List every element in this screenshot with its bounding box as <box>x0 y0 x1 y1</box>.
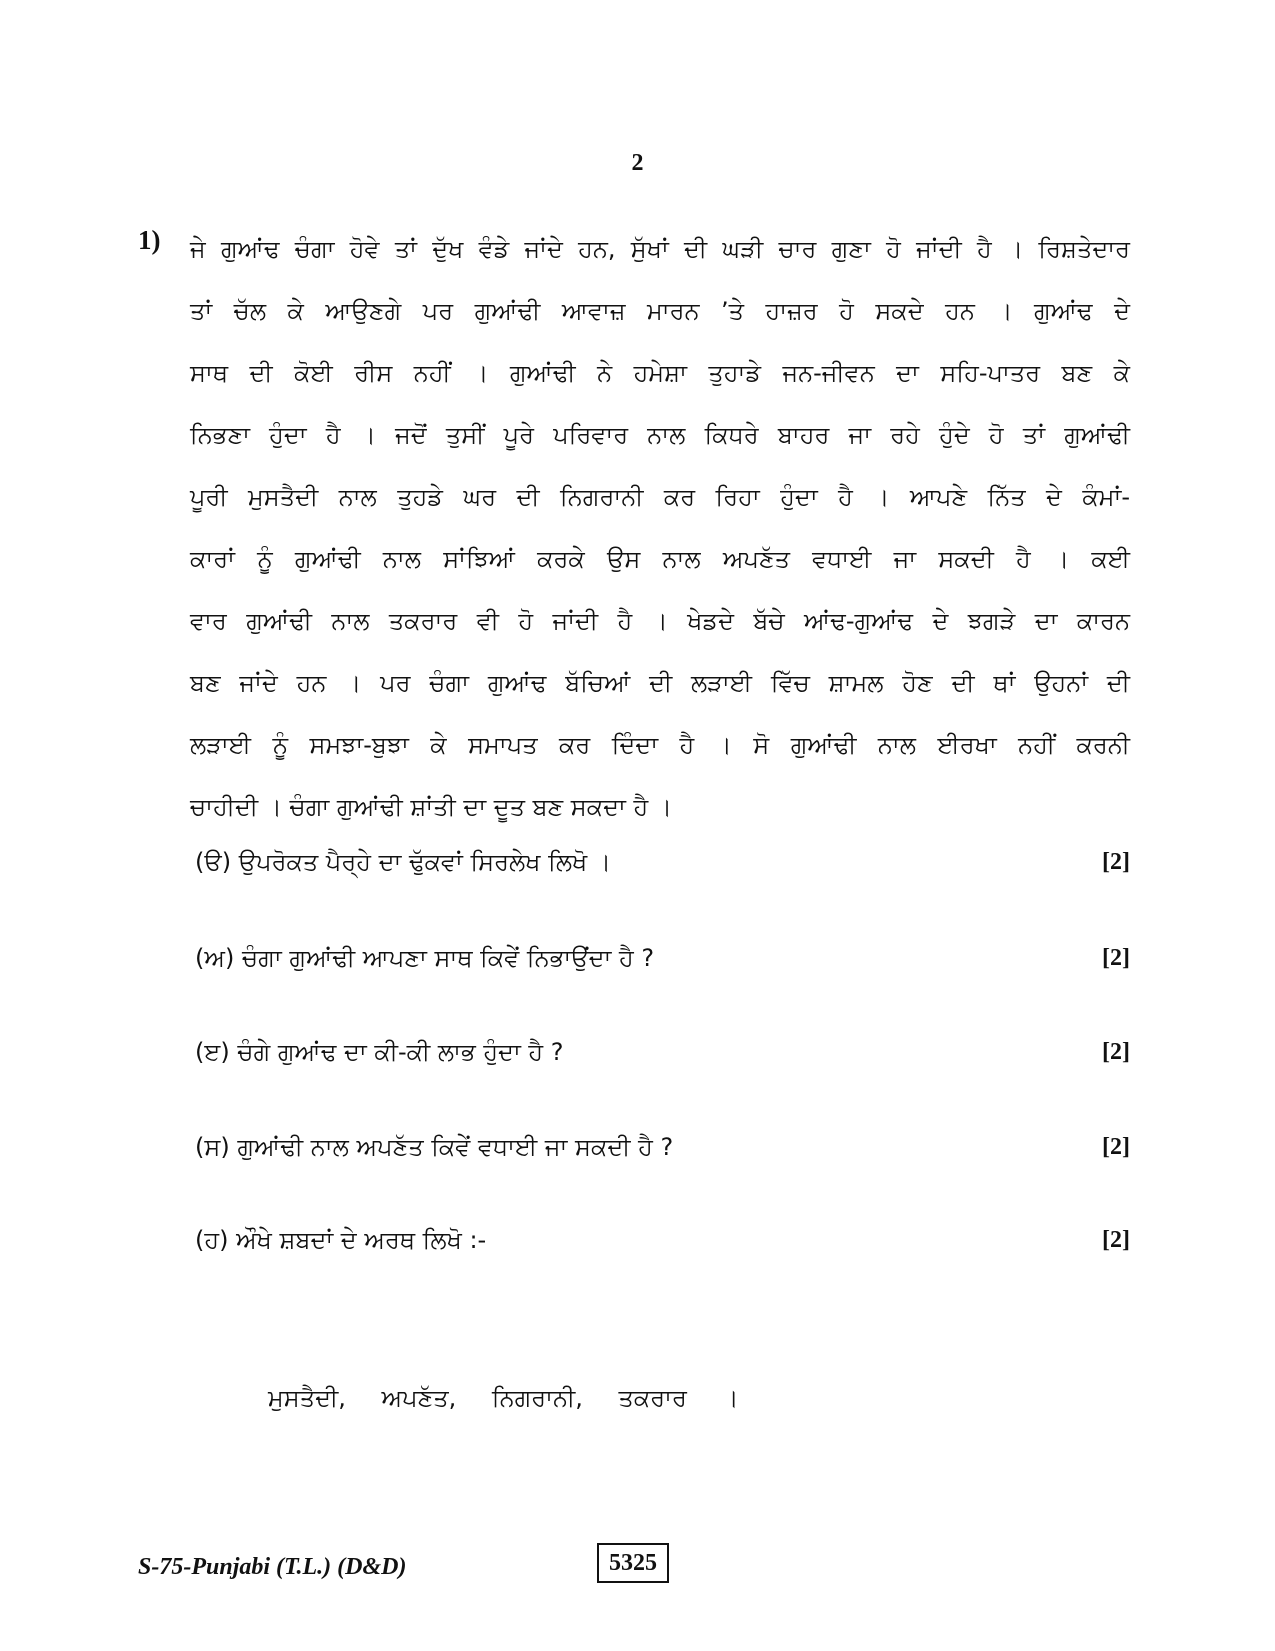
comprehension-passage <box>190 218 1130 838</box>
passage-line: ਚਾਹੀਦੀ । ਚੰਗਾ ਗੁਆਂਢੀ ਸ਼ਾਂਤੀ ਦਾ ਦੂਤ ਬਣ ਸਕਦਾ ਹੈ । <box>190 793 673 821</box>
page-code-box: 5325 <box>597 1543 669 1583</box>
sub-question-d <box>195 1127 1130 1167</box>
sub-question-text: (ਹ) ਔਖੇ ਸ਼ਬਦਾਂ ਦੇ ਅਰਥ ਲਿਖੋ :- <box>195 1226 487 1254</box>
passage-line: ਸਾਥ ਦੀ ਕੋਈ ਰੀਸ ਨਹੀਂ । ਗੁਆਂਢੀ ਨੇ ਹਮੇਸ਼ਾ ਤੁਹਾਡੇ ਜਨ-ਜੀਵਨ ਦਾ ਸਹਿ-ਪਾਤਰ ਬਣ ਕੇ <box>190 359 1130 387</box>
passage-line: ਨਿਭਣਾ ਹੁੰਦਾ ਹੈ । ਜਦੋਂ ਤੁਸੀਂ ਪੂਰੇ ਪਰਿਵਾਰ ਨਾਲ ਕਿਧਰੇ ਬਾਹਰ ਜਾ ਰਹੇ ਹੁੰਦੇ ਹੋ ਤਾਂ ਗੁਆਂਢੀ <box>190 421 1130 449</box>
passage-line: ਤਾਂ ਚੱਲ ਕੇ ਆਉਣਗੇ ਪਰ ਗੁਆਂਢੀ ਆਵਾਜ਼ ਮਾਰਨ ’ਤੇ ਹਾਜ਼ਰ ਹੋ ਸਕਦੇ ਹਨ । ਗੁਆਂਢ ਦੇ <box>190 297 1130 325</box>
passage-line: ਜੇ ਗੁਆਂਢ ਚੰਗਾ ਹੋਵੇ ਤਾਂ ਦੁੱਖ ਵੰਡੇ ਜਾਂਦੇ ਹਨ, ਸੁੱਖਾਂ ਦੀ ਘੜੀ ਚਾਰ ਗੁਣਾ ਹੋ ਜਾਂਦੀ ਹੈ । ਰਿਸ਼ਤੇਦਾਰ <box>190 235 1130 263</box>
marks-label: [2] <box>1102 945 1130 971</box>
page-number: 2 <box>631 150 644 176</box>
question-number: 1) <box>138 225 161 255</box>
sub-question-b <box>195 938 1130 978</box>
sub-question-a <box>195 842 1130 882</box>
sub-question-c <box>195 1032 1130 1072</box>
marks-label: [2] <box>1102 1227 1130 1253</box>
marks-label: [2] <box>1102 1039 1130 1065</box>
sub-question-text: (ੳ) ਉਪਰੋਕਤ ਪੈਰ੍ਹੇ ਦਾ ਢੁੱਕਵਾਂ ਸਿਰਲੇਖ ਲਿਖੋ । <box>195 848 612 876</box>
marks-label: [2] <box>1102 1134 1130 1160</box>
sub-question-text: (ਸ) ਗੁਆਂਢੀ ਨਾਲ ਅਪਣੱਤ ਕਿਵੇਂ ਵਧਾਈ ਜਾ ਸਕਦੀ ਹੈ ? <box>195 1133 674 1161</box>
difficult-words-list: ਮੁਸਤੈਦੀ, ਅਪਣੱਤ, ਨਿਗਰਾਨੀ, ਤਕਰਾਰ । <box>268 1384 739 1412</box>
passage-line: ਲੜਾਈ ਨੂੰ ਸਮਝਾ-ਬੁਝਾ ਕੇ ਸਮਾਪਤ ਕਰ ਦਿੰਦਾ ਹੈ । ਸੋ ਗੁਆਂਢੀ ਨਾਲ ਈਰਖਾ ਨਹੀਂ ਕਰਨੀ <box>190 731 1130 759</box>
passage-line: ਕਾਰਾਂ ਨੂੰ ਗੁਆਂਢੀ ਨਾਲ ਸਾਂਝਿਆਂ ਕਰਕੇ ਉਸ ਨਾਲ ਅਪਣੱਤ ਵਧਾਈ ਜਾ ਸਕਦੀ ਹੈ । ਕਈ <box>190 545 1130 573</box>
sub-question-text: (ਅ) ਚੰਗਾ ਗੁਆਂਢੀ ਆਪਣਾ ਸਾਥ ਕਿਵੇਂ ਨਿਭਾਉਂਦਾ ਹੈ ? <box>195 944 655 972</box>
paper-code: S-75-Punjabi (T.L.) (D&D) <box>138 1554 407 1580</box>
sub-question-text: (ੲ) ਚੰਗੇ ਗੁਆਂਢ ਦਾ ਕੀ-ਕੀ ਲਾਭ ਹੁੰਦਾ ਹੈ ? <box>195 1038 564 1066</box>
passage-line: ਪੂਰੀ ਮੁਸਤੈਦੀ ਨਾਲ ਤੁਹਡੇ ਘਰ ਦੀ ਨਿਗਰਾਨੀ ਕਰ ਰਿਹਾ ਹੁੰਦਾ ਹੈ । ਆਪਣੇ ਨਿੱਤ ਦੇ ਕੰਮਾਂ- <box>190 483 1130 511</box>
passage-line: ਬਣ ਜਾਂਦੇ ਹਨ । ਪਰ ਚੰਗਾ ਗੁਆਂਢ ਬੱਚਿਆਂ ਦੀ ਲੜਾਈ ਵਿੱਚ ਸ਼ਾਮਲ ਹੋਣ ਦੀ ਥਾਂ ਉਹਨਾਂ ਦੀ <box>190 669 1130 697</box>
passage-line: ਵਾਰ ਗੁਆਂਢੀ ਨਾਲ ਤਕਰਾਰ ਵੀ ਹੋ ਜਾਂਦੀ ਹੈ । ਖੇਡਦੇ ਬੱਚੇ ਆਂਢ-ਗੁਆਂਢ ਦੇ ਝਗੜੇ ਦਾ ਕਾਰਨ <box>190 607 1130 635</box>
marks-label: [2] <box>1102 849 1130 875</box>
sub-question-e <box>195 1220 1130 1260</box>
